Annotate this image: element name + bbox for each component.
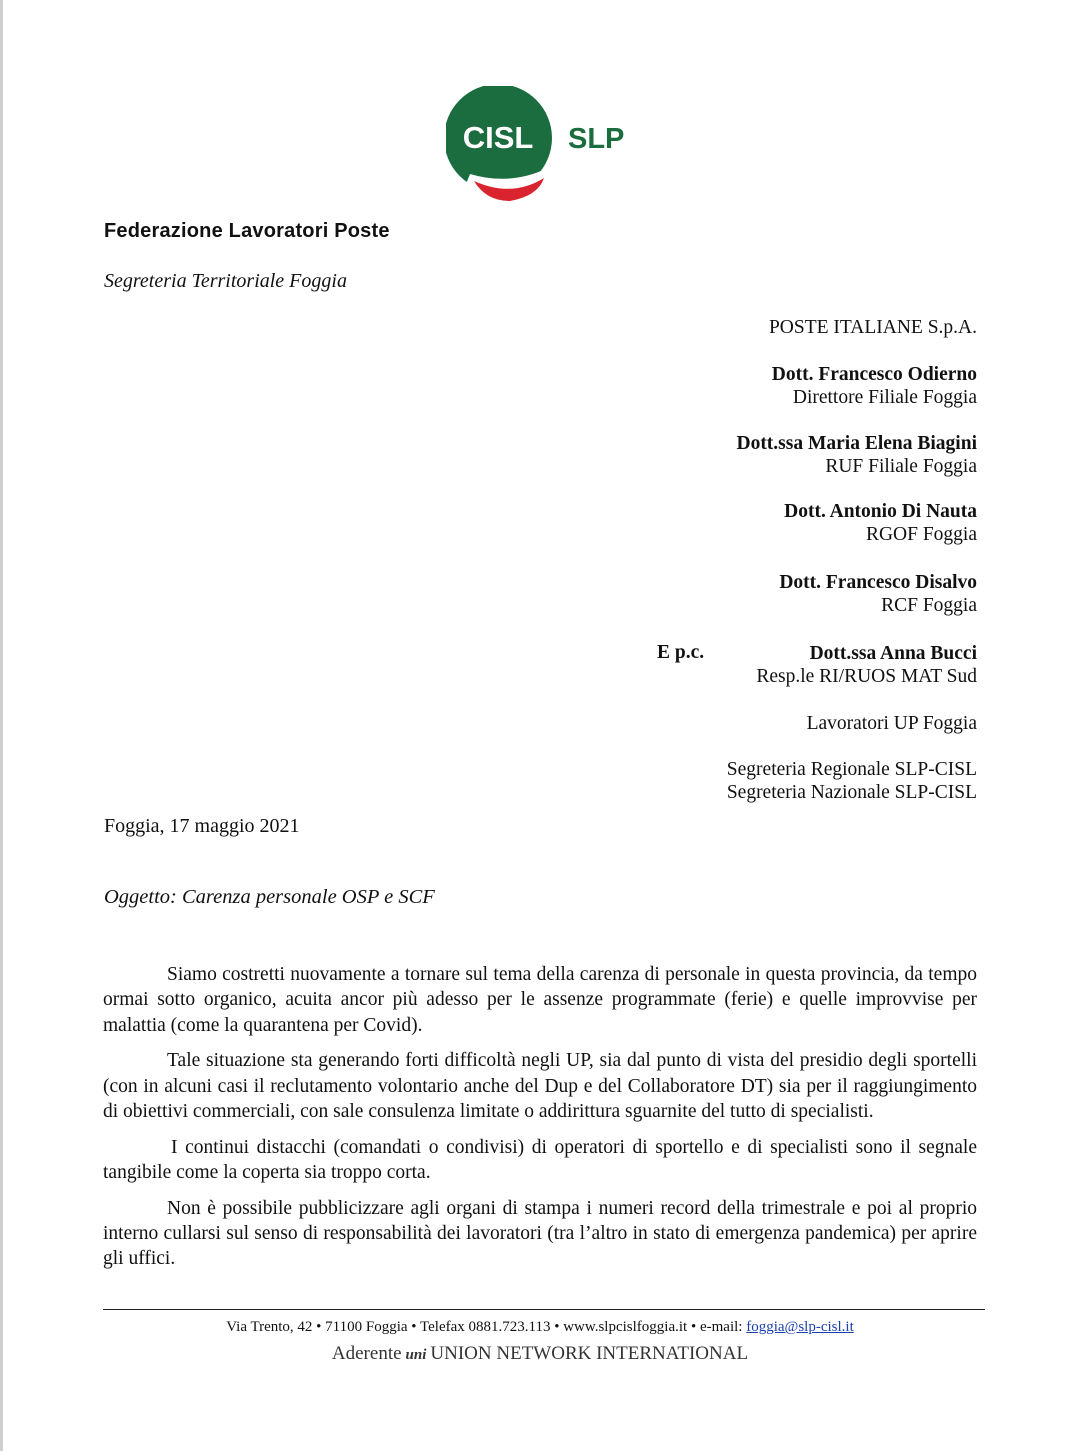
affiliation-prefix: Aderente (331, 1343, 402, 1364)
recipient-name: Dott. Antonio Di Nauta (784, 501, 977, 522)
recipient-entry (779, 571, 977, 617)
footer-divider (103, 1309, 985, 1310)
recipient-name: Dott. Francesco Odierno (771, 364, 977, 385)
footer-email-link[interactable]: foggia@slp-cisl.it (746, 1319, 854, 1335)
footer-address: Via Trento, 42 • 71100 Foggia • Telefax 0881.723.113 • www.slpcislfoggia.it • e-mail: (226, 1319, 747, 1335)
recipient-role: RCF Foggia (881, 595, 977, 616)
office-name: Segreteria Territoriale Foggia (104, 270, 347, 292)
recipient-entry (784, 500, 977, 546)
footer-affiliation (0, 1343, 1080, 1365)
recipient-role: Direttore Filiale Foggia (792, 387, 977, 408)
logo-text-cisl: CISL (462, 120, 534, 155)
recipient-entry (736, 432, 977, 478)
page-edge (0, 0, 3, 1451)
recipient-entry (772, 363, 977, 409)
letter-subject: Oggetto: Carenza personale OSP e SCF (104, 886, 435, 908)
letter-date: Foggia, 17 maggio 2021 (104, 815, 300, 837)
recipient-name: Dott.ssa Maria Elena Biagini (736, 433, 977, 454)
cc-label: E p.c. (657, 642, 705, 663)
footer-contact (0, 1319, 1080, 1336)
logo-text-slp: SLP (568, 123, 625, 155)
cc-recipient-entry (756, 642, 977, 688)
recipient-role: RGOF Foggia (865, 524, 977, 545)
body-paragraph: Siamo costretti nuovamente a tornare sul tema della carenza di personale in questa provincia, da tempo ormai sotto organico, acuita ancor più adesso per le assenze programmate (ferie) e quelle improvvise per malattia (come la quarantena per Covid). (103, 964, 977, 1036)
body-paragraph: Non è possibile pubblicizzare agli organi di stampa i numeri record della trimestrale e poi al proprio interno cullarsi sul senso di responsabilità dei lavoratori (tra l’altro in stato di emergenza pandemica) per aprire gli uffici. (103, 1197, 977, 1270)
cisl-slp-logo (440, 86, 640, 206)
federation-name: Federazione Lavoratori Poste (104, 220, 390, 242)
recipient-other: Segreteria Regionale SLP-CISL (726, 759, 977, 780)
cc-recipient-name: Dott.ssa Anna Bucci (809, 643, 977, 664)
recipient-name: Dott. Francesco Disalvo (779, 572, 977, 593)
recipient-other: Segreteria Nazionale SLP-CISL (726, 782, 977, 803)
uni-logo-icon: uni (405, 1347, 427, 1363)
cc-recipient-role: Resp.le RI/RUOS MAT Sud (756, 666, 977, 687)
recipient-other: Lavoratori UP Foggia (806, 713, 977, 734)
recipient-company: POSTE ITALIANE S.p.A. (768, 317, 977, 338)
letter-body (103, 962, 977, 1282)
body-paragraph: I continui distacchi (comandati o condivisi) di operatori di sportello e di specialisti sono il segnale tangibile come la coperta sia troppo corta. (103, 1136, 977, 1184)
affiliation-name: UNION NETWORK INTERNATIONAL (430, 1343, 749, 1364)
recipient-role: RUF Filiale Foggia (825, 456, 977, 477)
body-paragraph: Tale situazione sta generando forti difficoltà negli UP, sia dal punto di vista del presidio degli sportelli (con in alcuni casi il reclutamento volontario anche del Dup e del Collaboratore DT) sia per il raggiungimento di obiettivi commerciali, con sale consulenza limitate o addirittura sguarnite del tutto di specialisti. (103, 1050, 977, 1122)
